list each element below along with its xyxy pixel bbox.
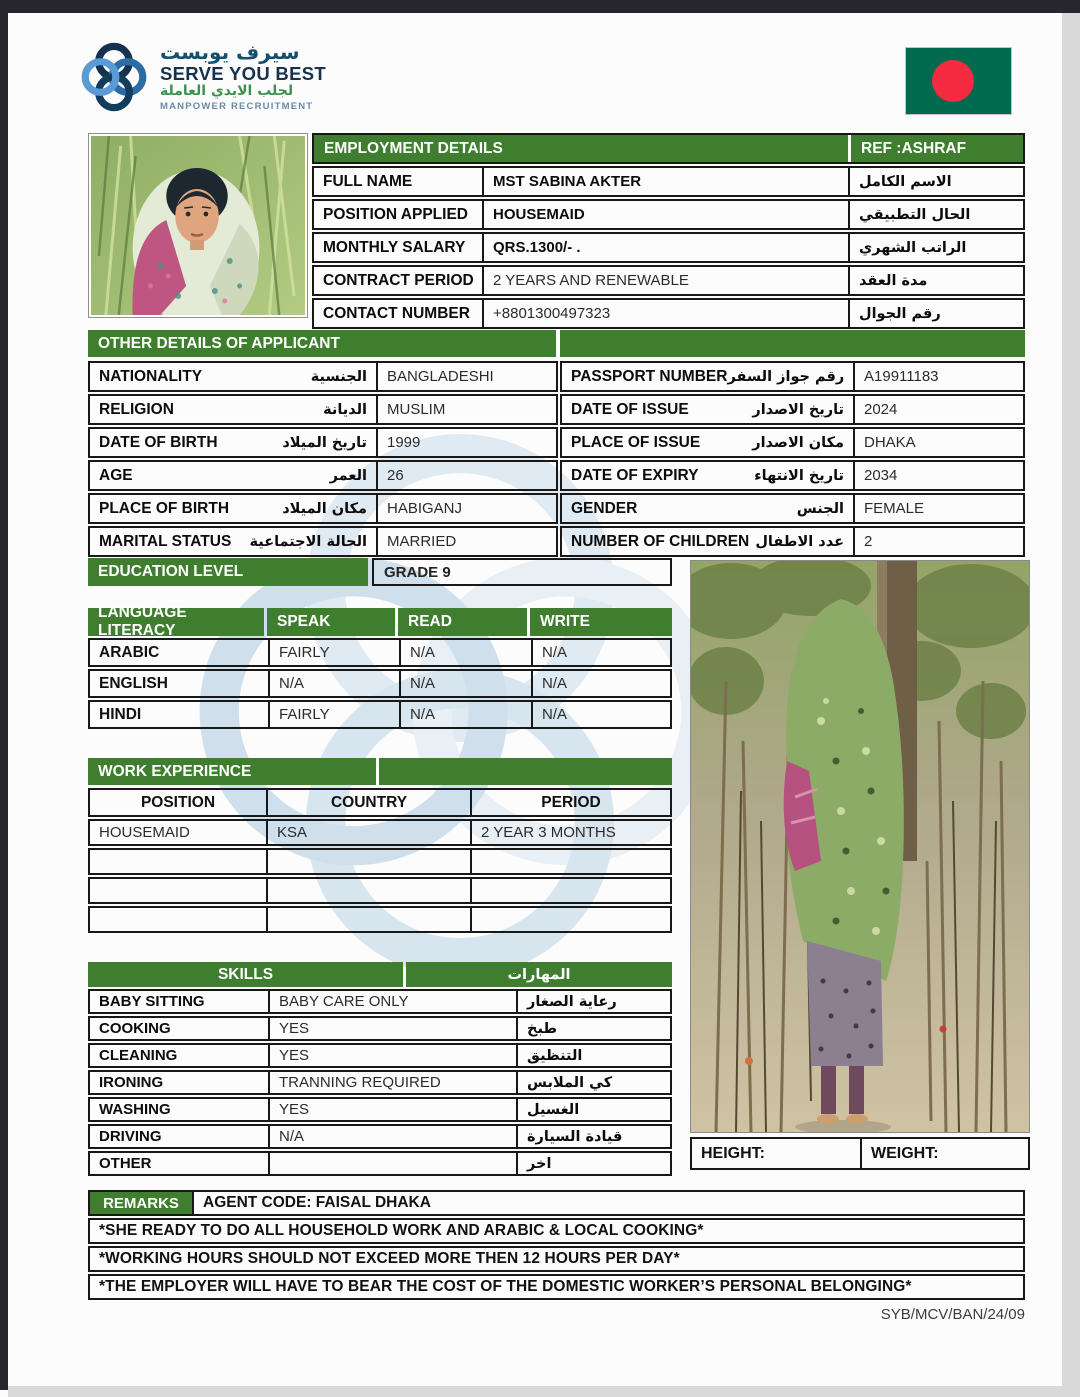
detail-label: MARITAL STATUS	[99, 532, 232, 550]
country-value	[266, 879, 470, 902]
table-row	[88, 1151, 672, 1176]
scan-edge-left	[0, 0, 8, 1390]
detail-label: PASSPORT NUMBER	[571, 367, 728, 385]
write-value: N/A	[531, 671, 670, 696]
employment-header-row	[312, 133, 1025, 164]
table-row	[312, 298, 1025, 329]
table-row	[88, 526, 558, 557]
other-details-header-spacer	[560, 330, 1025, 357]
employment-row-label: CONTACT NUMBER	[323, 304, 470, 322]
speak-value: N/A	[268, 671, 399, 696]
skill-arabic: اخر	[516, 1153, 670, 1174]
height-label: HEIGHT:	[701, 1144, 765, 1162]
detail-arabic: تاريخ الانتهاء	[754, 467, 844, 484]
detail-value: MARRIED	[376, 528, 556, 555]
employment-row-value: QRS.1300/- .	[482, 234, 848, 261]
detail-label: NATIONALITY	[99, 367, 203, 385]
table-row	[88, 1070, 672, 1095]
language-name: ARABIC	[99, 643, 160, 661]
skill-value	[268, 1153, 516, 1174]
position-header: POSITION	[140, 793, 216, 811]
work-experience-table	[88, 758, 672, 935]
language-name: ENGLISH	[99, 674, 168, 692]
remarks-section	[88, 1190, 1025, 1302]
height-weight-row	[690, 1137, 1030, 1170]
detail-label: GENDER	[571, 499, 638, 517]
detail-value: 2034	[853, 462, 1023, 489]
table-row	[88, 989, 672, 1014]
skill-label: CLEANING	[99, 1047, 178, 1064]
skills-table	[88, 962, 672, 1178]
logo-arabic-title: سيرف يوبست	[160, 40, 300, 65]
scan-edge-right	[1062, 13, 1080, 1397]
employment-row-arabic: رقم الجوال	[848, 300, 1023, 327]
employment-row-label: MONTHLY SALARY	[323, 238, 466, 256]
detail-arabic: الديانة	[323, 401, 367, 418]
period-value	[470, 908, 670, 931]
skill-value: BABY CARE ONLY	[268, 991, 516, 1012]
brand-logo	[78, 38, 326, 116]
education-level-row	[88, 558, 672, 586]
remarks-title: REMARKS	[90, 1192, 192, 1214]
table-row	[88, 848, 672, 875]
logo-knot-icon	[78, 38, 150, 116]
write-header: WRITE	[530, 608, 672, 636]
remarks-line-row	[88, 1274, 1025, 1300]
work-experience-title: WORK EXPERIENCE	[88, 758, 376, 785]
other-details-header	[88, 330, 1025, 357]
detail-arabic: الحالة الاجتماعية	[249, 533, 367, 550]
table-row	[312, 166, 1025, 197]
table-row	[560, 394, 1025, 425]
detail-value: FEMALE	[853, 495, 1023, 522]
logo-arabic-subtitle: لجلب الايدي العاملة	[160, 83, 294, 100]
skills-title-arabic: المهارات	[406, 962, 672, 987]
employment-row-arabic: الاسم الكامل	[848, 168, 1023, 195]
employment-row-arabic: مدة العقد	[848, 267, 1023, 294]
other-details-left-table	[88, 361, 558, 559]
read-value: N/A	[399, 640, 531, 665]
scan-edge-top	[0, 0, 1080, 13]
country-value	[266, 850, 470, 873]
table-row	[88, 638, 672, 667]
read-header: READ	[398, 608, 527, 636]
skill-arabic: التنظيق	[516, 1045, 670, 1066]
detail-arabic: تاريخ الميلاد	[282, 434, 367, 451]
skill-label: BABY SITTING	[99, 993, 205, 1010]
detail-value: A19911183	[853, 363, 1023, 390]
employment-title: EMPLOYMENT DETAILS	[324, 139, 503, 157]
table-row	[560, 493, 1025, 524]
other-details-right-table	[560, 361, 1025, 559]
detail-arabic: رقم جواز السفر	[727, 368, 845, 385]
table-row	[88, 460, 558, 491]
applicant-fullbody-photo	[690, 560, 1030, 1133]
detail-arabic: مكان الاصدار	[752, 434, 844, 451]
table-row	[88, 1016, 672, 1041]
detail-value: DHAKA	[853, 429, 1023, 456]
position-value	[90, 879, 266, 902]
skill-label: IRONING	[99, 1074, 164, 1091]
table-row	[88, 394, 558, 425]
skill-arabic: قيادة السيارة	[516, 1126, 670, 1147]
skill-value: YES	[268, 1099, 516, 1120]
period-value	[470, 850, 670, 873]
education-label: EDUCATION LEVEL	[88, 558, 368, 586]
skill-label: OTHER	[99, 1155, 152, 1172]
detail-value: BANGLADESHI	[376, 363, 556, 390]
period-value	[470, 879, 670, 902]
detail-label: DATE OF EXPIRY	[571, 466, 699, 484]
employment-row-label: POSITION APPLIED	[323, 205, 468, 223]
employment-row-label: CONTRACT PERIOD	[323, 271, 474, 289]
table-row	[88, 819, 672, 846]
table-row	[88, 1043, 672, 1068]
skill-label: DRIVING	[99, 1128, 162, 1145]
education-value: GRADE 9	[372, 558, 672, 586]
remarks-line-row	[88, 1218, 1025, 1244]
fullbody-photo-image	[691, 561, 1029, 1132]
detail-arabic: الجنس	[796, 500, 844, 517]
employment-row-value: HOUSEMAID	[482, 201, 848, 228]
detail-label: PLACE OF ISSUE	[571, 433, 701, 451]
detail-label: DATE OF ISSUE	[571, 400, 689, 418]
work-experience-header	[88, 758, 672, 785]
write-value: N/A	[531, 702, 670, 727]
detail-value: HABIGANJ	[376, 495, 556, 522]
detail-label: AGE	[99, 466, 133, 484]
table-row	[560, 427, 1025, 458]
table-row	[312, 199, 1025, 230]
skill-label: WASHING	[99, 1101, 171, 1118]
detail-label: NUMBER OF CHILDREN	[571, 532, 750, 550]
language-header-row	[88, 604, 672, 639]
skill-label: COOKING	[99, 1020, 171, 1037]
employment-row-arabic: الحال التطبيقي	[848, 201, 1023, 228]
skill-value: YES	[268, 1045, 516, 1066]
remarks-line: *SHE READY TO DO ALL HOUSEHOLD WORK AND ARABIC & LOCAL COOKING*	[99, 1222, 704, 1239]
table-row	[312, 265, 1025, 296]
table-row	[88, 493, 558, 524]
skills-title: SKILLS	[88, 962, 403, 987]
table-row	[560, 526, 1025, 557]
weight-label: WEIGHT:	[860, 1139, 1028, 1168]
skill-arabic: كي الملابس	[516, 1072, 670, 1093]
skill-arabic: طبخ	[516, 1018, 670, 1039]
skill-value: TRANNING REQUIRED	[268, 1072, 516, 1093]
table-row	[88, 669, 672, 698]
table-row	[88, 877, 672, 904]
period-header: PERIOD	[470, 790, 670, 815]
remarks-line: *WORKING HOURS SHOULD NOT EXCEED MORE THEN 12 HOURS PER DAY*	[99, 1250, 680, 1267]
table-row	[88, 906, 672, 933]
detail-value: 1999	[376, 429, 556, 456]
speak-header: SPEAK	[267, 608, 395, 636]
skill-value: N/A	[268, 1126, 516, 1147]
employment-row-label: FULL NAME	[323, 172, 413, 190]
scan-edge-bottom	[8, 1386, 1062, 1397]
work-experience-header-spacer	[379, 758, 672, 785]
detail-arabic: الجنسية	[310, 368, 367, 385]
skill-value: YES	[268, 1018, 516, 1039]
remarks-title-row	[88, 1190, 1025, 1216]
speak-value: FAIRLY	[268, 702, 399, 727]
employment-row-arabic: الراتب الشهري	[848, 234, 1023, 261]
employment-row-value: 2 YEARS AND RENEWABLE	[482, 267, 848, 294]
remarks-line: *THE EMPLOYER WILL HAVE TO BEAR THE COST OF THE DOMESTIC WORKER’S PERSONAL BELONGING*	[99, 1278, 912, 1295]
employment-details-table	[312, 133, 1025, 331]
applicant-portrait-photo	[88, 133, 308, 318]
detail-arabic: تاريخ الاصدار	[752, 401, 844, 418]
detail-arabic: العمر	[329, 467, 367, 484]
employment-row-value: +8801300497323	[482, 300, 848, 327]
period-value: 2 YEAR 3 MONTHS	[470, 821, 670, 844]
detail-label: DATE OF BIRTH	[99, 433, 218, 451]
other-details-title: OTHER DETAILS OF APPLICANT	[88, 330, 556, 357]
logo-title: SERVE YOU BEST	[160, 62, 326, 84]
skill-arabic: رعاية الصغار	[516, 991, 670, 1012]
remarks-line-row	[88, 1246, 1025, 1272]
skills-header	[88, 962, 672, 987]
detail-label: PLACE OF BIRTH	[99, 499, 230, 517]
logo-tagline: MANPOWER RECRUITMENT	[160, 101, 314, 113]
table-row	[88, 700, 672, 729]
position-value	[90, 850, 266, 873]
language-literacy-table	[88, 604, 672, 731]
table-row	[312, 232, 1025, 263]
portrait-photo-image	[91, 136, 305, 315]
document-code: SYB/MCV/BAN/24/09	[880, 1306, 1025, 1323]
position-value: HOUSEMAID	[99, 824, 190, 841]
table-row	[560, 460, 1025, 491]
detail-value: 2	[853, 528, 1023, 555]
table-row	[88, 1097, 672, 1122]
write-value: N/A	[531, 640, 670, 665]
country-header: COUNTRY	[266, 790, 470, 815]
employment-ref: REF :ASHRAF	[848, 135, 1023, 162]
detail-value: MUSLIM	[376, 396, 556, 423]
agent-code: AGENT CODE: FAISAL DHAKA	[192, 1192, 1023, 1214]
detail-value: 2024	[853, 396, 1023, 423]
table-row	[88, 1124, 672, 1149]
work-columns-row	[88, 788, 672, 817]
detail-arabic: مكان الميلاد	[282, 500, 367, 517]
country-value	[266, 908, 470, 931]
detail-value: 26	[376, 462, 556, 489]
skill-arabic: الغسيل	[516, 1099, 670, 1120]
table-row	[560, 361, 1025, 392]
position-value	[90, 908, 266, 931]
bangladesh-flag-icon	[906, 48, 1011, 114]
table-row	[88, 427, 558, 458]
read-value: N/A	[399, 702, 531, 727]
detail-arabic: عدد الاطفال	[755, 533, 844, 550]
country-value: KSA	[266, 821, 470, 844]
table-row	[88, 361, 558, 392]
bangladesh-flag	[905, 47, 1012, 115]
detail-label: RELIGION	[99, 400, 174, 418]
speak-value: FAIRLY	[268, 640, 399, 665]
read-value: N/A	[399, 671, 531, 696]
language-name: HINDI	[99, 705, 142, 723]
language-header: LANGUAGE LITERACY	[88, 608, 264, 636]
employment-row-value: MST SABINA AKTER	[482, 168, 848, 195]
